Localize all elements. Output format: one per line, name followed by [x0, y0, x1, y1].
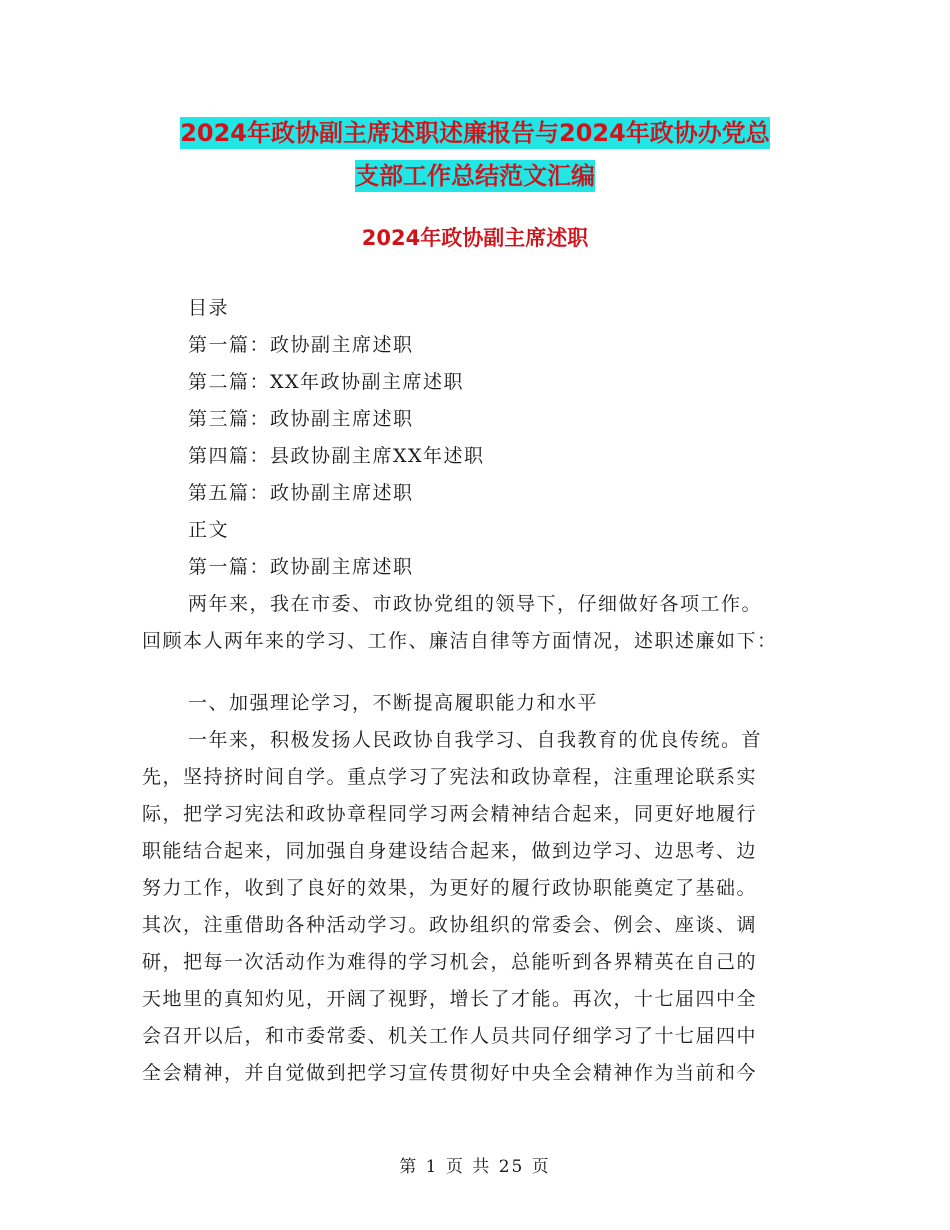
chapter-heading: 第一篇：政协副主席述职 [188, 556, 414, 578]
document-title-line-1 [140, 110, 810, 156]
paragraph-line: 全会精神，并自觉做到把学习宣传贯彻好中央全会精神作为当前和今 [142, 1062, 758, 1084]
paragraph-line: 际，把学习宪法和政协章程同学习两会精神结合起来，同更好地履行 [142, 803, 758, 825]
toc-item: 第二篇：XX年政协副主席述职 [188, 371, 465, 393]
body-heading: 正文 [188, 519, 230, 541]
toc-item: 第一篇：政协副主席述职 [188, 334, 414, 356]
paragraph-line: 研，把每一次活动作为难得的学习机会，总能听到各界精英在自己的 [142, 951, 758, 973]
paragraph-line: 天地里的真知灼见，开阔了视野，增长了才能。再次，十七届四中全 [142, 988, 758, 1010]
paragraph-line: 努力工作，收到了良好的效果，为更好的履行政协职能奠定了基础。 [142, 877, 758, 899]
paragraph-line: 会召开以后，和市委常委、机关工作人员共同仔细学习了十七届四中 [142, 1025, 758, 1047]
intro-line: 回顾本人两年来的学习、工作、廉洁自律等方面情况，述职述廉如下： [142, 630, 778, 652]
toc-item: 第四篇：县政协副主席XX年述职 [188, 445, 485, 467]
section-heading: 一、加强理论学习，不断提高履职能力和水平 [188, 692, 599, 714]
paragraph-line: 先，坚持挤时间自学。重点学习了宪法和政协章程，注重理论联系实 [142, 766, 758, 788]
document-title-line-2 [140, 153, 810, 199]
title-highlight-1: 2024年政协副主席述职述廉报告与2024年政协办党总 [180, 119, 770, 147]
paragraph-gap [142, 660, 808, 685]
paragraph-line: 其次，注重借助各种活动学习。政协组织的常委会、例会、座谈、调 [142, 914, 758, 936]
page-number-footer: 第 1 页 共 25 页 [399, 1157, 551, 1177]
title-highlight-2: 支部工作总结范文汇编 [355, 162, 595, 190]
paragraph-line: 职能结合起来，同加强自身建设结合起来，做到边学习、边思考、边 [142, 840, 758, 862]
paragraph-line: 一年来，积极发扬人民政协自我学习、自我教育的优良传统。首 [188, 729, 763, 751]
intro-line: 两年来，我在市委、市政协党组的领导下，仔细做好各项工作。 [188, 593, 763, 615]
toc-item: 第五篇：政协副主席述职 [188, 482, 414, 504]
toc-item: 第三篇：政协副主席述职 [188, 408, 414, 430]
toc-heading: 目录 [188, 297, 230, 319]
section-subtitle: 2024年政协副主席述职 [361, 226, 589, 250]
document-body [142, 290, 808, 1092]
